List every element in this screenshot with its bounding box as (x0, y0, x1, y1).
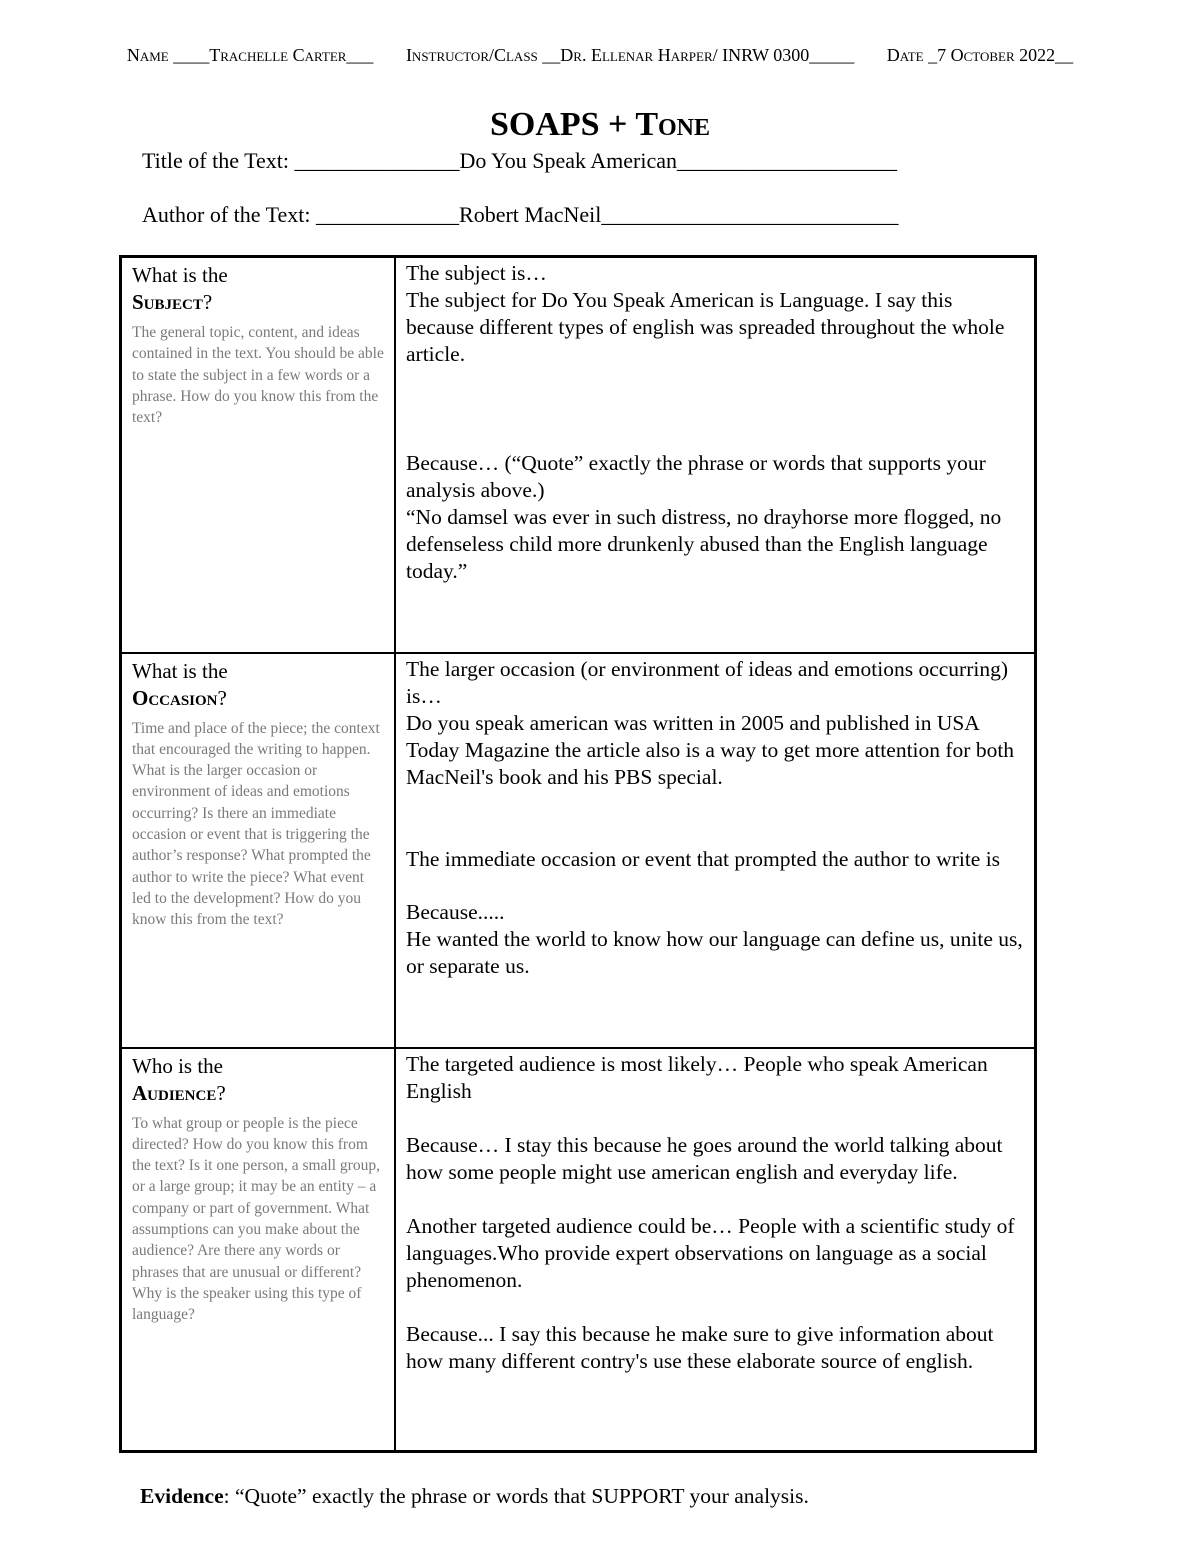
audience-secondary-because: Because... I say this because he make sure to give information about how many different contry's use these elaborate source of english. (406, 1321, 994, 1373)
occasion-because-answer: He wanted the world to know how our language can define us, unite us, or separate us. (406, 926, 1023, 978)
evidence-footer (140, 1484, 809, 1509)
occasion-question-prefix: What is the (132, 658, 228, 683)
subject-question-prefix: What is the (132, 263, 228, 287)
soaps-table (119, 255, 1037, 1453)
audience-secondary: Another targeted audience could be… People with a scientific study of languages.Who provide expert observations on language as a social phenomenon. (406, 1213, 1015, 1292)
text-author-line: Author of the Text: _____________Robert MacNeil___________________________ (142, 202, 899, 227)
subject-answer-cell (395, 257, 1036, 653)
audience-primary-because: Because… I stay this because he goes around the world talking about how some people might use american english and everyday life. (406, 1132, 1003, 1184)
text-title-line: Title of the Text: _______________Do You Speak American____________________ (142, 148, 898, 173)
audience-question-prefix: Who is the (132, 1053, 223, 1078)
occasion-prompt-cell (121, 653, 396, 1048)
subject-row (121, 257, 1036, 653)
subject-question (132, 262, 386, 316)
subject-keyword: Subject (132, 290, 203, 314)
page-title-suffix: one (658, 106, 711, 143)
occasion-larger-answer: Do you speak american was written in 2005 and published in USA Today Magazine the article also is a way to get more attention for both MacNeil's book and his PBS special. (406, 710, 1015, 789)
audience-keyword: Audience (132, 1080, 217, 1105)
occasion-question-mark: ? (217, 685, 227, 710)
audience-answer-cell (395, 1048, 1036, 1452)
occasion-because: Because..... (406, 899, 505, 924)
subject-because-prompt: Because… (“Quote” exactly the phrase or words that supports your analysis above.) (406, 451, 986, 502)
occasion-hint: Time and place of the piece; the context that encouraged the writing to happen. What is the larger occasion or environment of ideas and emotions occurring? Is there an immediate occasion or event that is triggering the author’s response? What prompted the author to write the piece? What event led to the development? How do you know this from the text? (132, 719, 380, 929)
subject-answer-text: The subject for Do You Speak American is Language. I say this because different types of english was spreaded throughout the whole article. (406, 288, 1005, 366)
audience-primary: The targeted audience is most likely… People who speak American English (406, 1051, 988, 1103)
header-line (40, 42, 1160, 68)
subject-prompt-cell (121, 257, 396, 653)
evidence-text: : “Quote” exactly the phrase or words that SUPPORT your analysis. (223, 1484, 809, 1508)
occasion-row (121, 653, 1036, 1048)
occasion-question (132, 658, 386, 712)
occasion-larger-prompt: The larger occasion (or environment of ideas and emotions occurring) is… (406, 656, 1008, 708)
page-title (0, 106, 1200, 144)
occasion-answer-cell (395, 653, 1036, 1048)
audience-hint: To what group or people is the piece directed? How do you know this from the text? Is it one person, a small group, or a large group; it may be an entity – a company or part of government. What assumptions can you make about the audience? Are there any words or phrases that are unusual or different? Why is the speaker using this type of language? (132, 1114, 380, 1324)
occasion-immediate-prompt: The immediate occasion or event that prompted the author to write is (406, 846, 1001, 871)
audience-question-mark: ? (216, 1080, 226, 1105)
subject-hint: The general topic, content, and ideas contained in the text. You should be able to state the subject in a few words or a phrase. How do you know this from the text? (132, 324, 384, 427)
subject-answer-lead: The subject is… (406, 261, 547, 285)
audience-question (132, 1053, 386, 1107)
subject-quote: “No damsel was ever in such distress, no drayhorse more flogged, no defenseless child more drunkenly abused than the English language today.” (406, 505, 1002, 583)
page-title-main: SOAPS + T (489, 106, 658, 143)
subject-question-mark: ? (202, 290, 213, 314)
evidence-label: Evidence (140, 1484, 224, 1508)
date-field: Date _7 October 2022__ (886, 45, 1074, 65)
student-name: Name ____Trachelle Carter___ (126, 45, 374, 65)
audience-prompt-cell (121, 1048, 396, 1452)
occasion-keyword: Occasion (132, 685, 218, 710)
instructor-class: Instructor/Class __Dr. Ellenar Harper/ INRW 0300_____ (405, 45, 855, 65)
audience-row (121, 1048, 1036, 1452)
